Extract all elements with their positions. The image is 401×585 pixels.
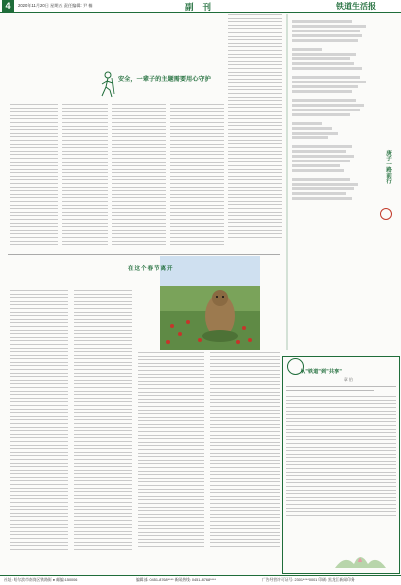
boxed-article-body: [286, 386, 396, 518]
article1-column-2: [62, 104, 108, 248]
page-number: 4: [2, 0, 14, 12]
header-date-line: 2020年11月20日 星期五 责任编辑: 尹 楠: [18, 3, 93, 8]
seal-stamp: [380, 208, 392, 220]
article2-column-2: [74, 290, 132, 552]
boxed-article-author: 章 伯: [344, 378, 353, 382]
article1-column-3: [112, 104, 166, 248]
article1-column-1: [10, 104, 58, 248]
footer-phones: 编辑部: 0451-8768**** 新闻热线: 0451-8768****: [136, 577, 216, 582]
article2-title: 在这个春节离开: [128, 266, 174, 272]
footer-license: 广告经营许可证号: 2301****0001 印刷: 黑龙江新闻印务: [262, 577, 355, 582]
article1-column-4: [170, 104, 224, 248]
article2-column-1: [10, 290, 68, 552]
sidebar-poem-list: [292, 20, 376, 202]
page-header: [0, 0, 401, 13]
boxed-article-title: 从"铁道"到"共享": [300, 369, 342, 375]
section-title: 副 刊: [185, 3, 214, 13]
sidebar-rule: [286, 14, 288, 350]
article2-column-4: [210, 352, 280, 550]
sidebar-title: 庚子一路前行: [385, 150, 391, 184]
marmot-photo: [160, 256, 260, 350]
article1-title: 安全，一辈子的主题需要用心守护: [118, 76, 211, 83]
article1-column-5: [228, 14, 282, 240]
lotus-illustration: [330, 548, 390, 570]
photo-caption: [146, 300, 158, 346]
footer-address: 社址: 哈尔滨市南岗区铁路街 ● 邮编:150006: [4, 577, 78, 582]
masthead: 铁道生活报: [336, 1, 376, 11]
article2-column-3: [138, 352, 204, 550]
article-divider: [8, 254, 280, 255]
